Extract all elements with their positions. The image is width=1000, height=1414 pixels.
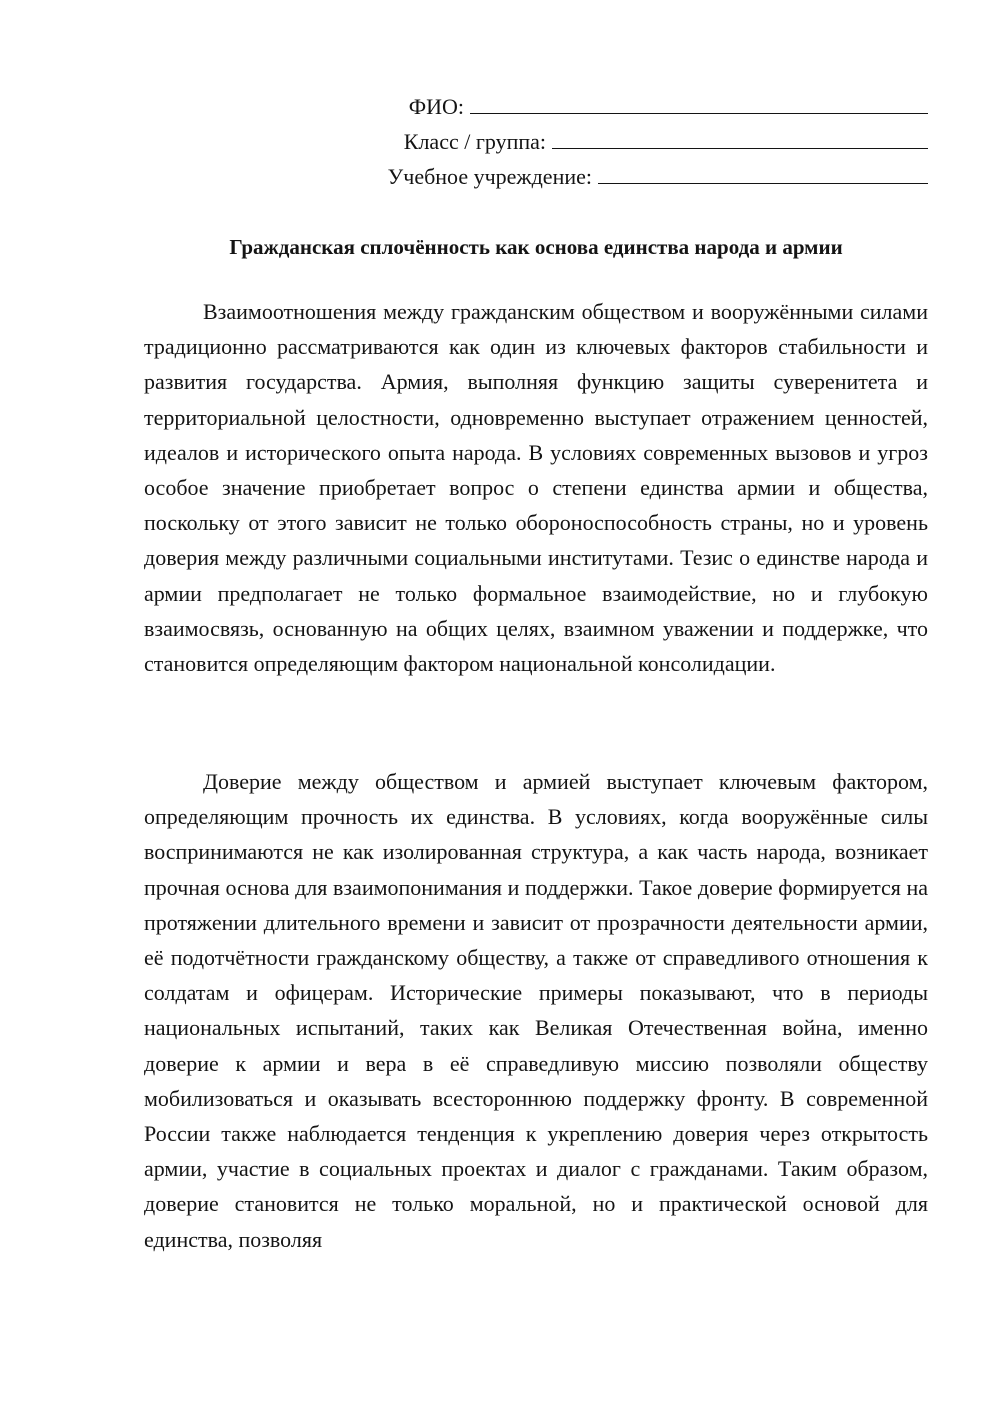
fio-row	[0, 94, 928, 129]
fio-blank-line	[470, 95, 928, 114]
paragraph-2: Доверие между обществом и армией выступает ключевым фактором, определяющим прочность их единства. В условиях, когда вооружённые силы воспринимаются не как изолированная структура, а как часть народа, возникает прочная основа для взаимопонимания и поддержки. Такое доверие формируется на протяжении длительного времени и зависит от прозрачности деятельности армии, её подотчётности гражданскому обществу, а также от справедливого отношения к солдатам и офицерам. Исторические примеры показывают, что в периоды национальных испытаний, таких как Великая Отечественная война, именно доверие к армии и вера в её справедливую миссию позволяли обществу мобилизоваться и оказывать всестороннюю поддержку фронту. В современной России также наблюдается тенденция к укреплению доверия через открытость армии, участие в социальных проектах и диалог с гражданами. Таким образом, доверие становится не только моральной, но и практической основой для единства, позволяя	[144, 769, 928, 1252]
class-label: Класс / группа:	[403, 129, 546, 154]
school-label: Учебное учреждение:	[387, 164, 592, 189]
paragraph-1: Взаимоотношения между гражданским обществом и вооружёнными силами традиционно рассматриваются как один из ключевых факторов стабильности и развития государства. Армия, выполняя функцию защиты суверенитета и территориальной целостности, одновременно выступает отражением ценностей, идеалов и исторического опыта народа. В условиях современных вызовов и угроз особое значение приобретает вопрос о степени единства армии и общества, поскольку от этого зависит не только обороноспособность страны, но и уровень доверия между различными социальными институтами. Тезис о единстве народа и армии предполагает не только формальное взаимодействие, но и глубокую взаимосвязь, основанную на общих целях, взаимном уважении и поддержке, что становится определяющим фактором национальной консолидации.	[144, 299, 928, 677]
school-row	[0, 164, 928, 199]
fio-label: ФИО:	[408, 94, 464, 119]
class-blank-line	[552, 130, 928, 149]
student-info-form	[0, 94, 928, 199]
school-blank-line	[598, 165, 928, 184]
document-title: Гражданская сплочённость как основа единства народа и армии	[229, 235, 843, 259]
class-row	[0, 129, 928, 164]
